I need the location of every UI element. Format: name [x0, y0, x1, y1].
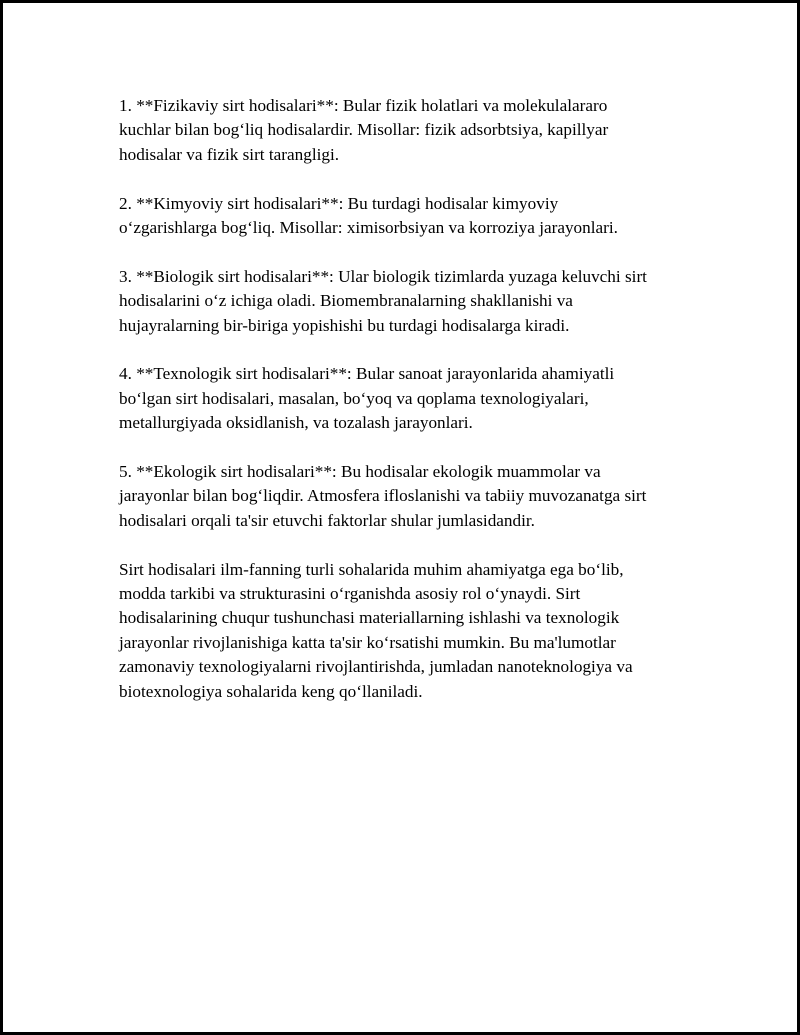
paragraph-biological-surface-phenomena: 3. **Biologik sirt hodisalari**: Ular biologik tizimlarda yuzaga keluvchi sirt hodisalarini o‘z ichiga oladi. Biomembranalarning shakllanishi va hujayralarning bir-biriga yopishishi bu turdagi hodisalarga kiradi.: [119, 266, 647, 335]
paragraph-ecological-surface-phenomena: 5. **Ekologik sirt hodisalari**: Bu hodisalar ekologik muammolar va jarayonlar bilan bog‘liqdir. Atmosfera ifloslanishi va tabiiy muvozanatga sirt hodisalari orqali ta'sir etuvchi faktorlar shular jumlasidandir.: [119, 462, 647, 530]
paragraph-conclusion: Sirt hodisalari ilm-fanning turli sohalarida muhim ahamiyatga ega bo‘lib, modda tarkibi va strukturasini o‘rganishda asosiy rol o‘ynaydi. Sirt hodisalarining chuqur tushunchasi materiallarning ishlashi va texnologik jarayonlar rivojlanishiga katta ta'sir ko‘rsatishi mumkin. Bu ma'lumotlar zamonaviy texnologiyalarni rivojlantirishda, jumladan nanoteknologiya va biotexnologiya sohalarida keng qo‘llaniladi.: [119, 559, 633, 701]
paragraph-chemical-surface-phenomena: 2. **Kimyoviy sirt hodisalari**: Bu turdagi hodisalar kimyoviy o‘zgarishlarga bog‘liq. Misollar: ximisorbsiyan va korroziya jarayonlari.: [119, 193, 618, 238]
document-body: [119, 94, 709, 728]
paragraph-physical-surface-phenomena: 1. **Fizikaviy sirt hodisalari**: Bular fizik holatlari va molekulalararo kuchlar bilan bog‘liq hodisalardir. Misollar: fizik adsorbtsiya, kapillyar hodisalar va fizik sirt tarangligi.: [119, 96, 609, 164]
paragraph-technological-surface-phenomena: 4. **Texnologik sirt hodisalari**: Bular sanoat jarayonlarida ahamiyatli bo‘lgan sirt hodisalari, masalan, bo‘yoq va qoplama texnologiyalari, metallurgiyada oksidlanish, va tozalash jarayonlari.: [119, 364, 615, 433]
